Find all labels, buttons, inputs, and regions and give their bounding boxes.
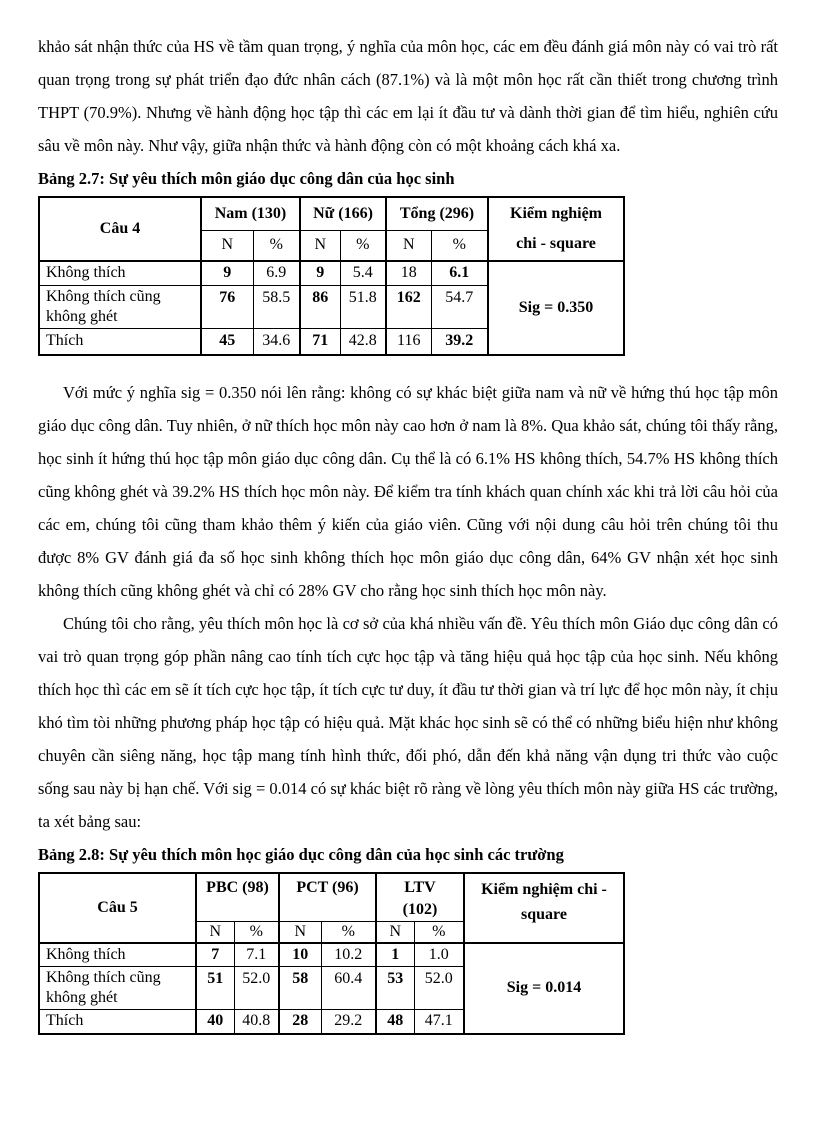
- table-cell: 52.0: [414, 967, 464, 1010]
- table-cell: 42.8: [340, 328, 386, 355]
- table-2-7-caption: Bảng 2.7: Sự yêu thích môn giáo dục công dân của học sinh: [38, 169, 455, 188]
- table-cell: 48: [376, 1010, 414, 1034]
- table2-chi-square-label: Kiểm nghiệm chi - square: [481, 881, 607, 923]
- table-cell: 7.1: [234, 943, 279, 967]
- table-cell: 6.9: [253, 261, 300, 285]
- table-cell: 53: [376, 967, 414, 1010]
- table2-subheader-n: N: [376, 922, 414, 944]
- table-cell: 10: [279, 943, 321, 967]
- table-cell: 6.1: [431, 261, 488, 285]
- table-cell: 39.2: [431, 328, 488, 355]
- table1-question-header: Câu 4: [39, 197, 201, 261]
- table-cell: 40: [196, 1010, 234, 1034]
- table2-question-header: Câu 5: [39, 873, 196, 943]
- table1-group-nam: Nam (130): [201, 197, 300, 230]
- table2-subheader-pct: %: [321, 922, 376, 944]
- row-label: Không thích: [39, 261, 201, 285]
- table-cell: 9: [300, 261, 340, 285]
- table-cell: 40.8: [234, 1010, 279, 1034]
- table-cell: 29.2: [321, 1010, 376, 1034]
- table-cell: 52.0: [234, 967, 279, 1010]
- table-cell: 76: [201, 285, 253, 328]
- table-2-8: [38, 872, 625, 1035]
- table-cell: 45: [201, 328, 253, 355]
- table1-subheader-pct: %: [431, 230, 488, 261]
- table-cell: 58.5: [253, 285, 300, 328]
- table-cell: 18: [386, 261, 431, 285]
- table-row: [39, 943, 624, 967]
- table2-group-ltv: [376, 873, 464, 922]
- table2-subheader-n: N: [279, 922, 321, 944]
- table1-group-nu: Nữ (166): [300, 197, 386, 230]
- table-cell: 86: [300, 285, 340, 328]
- table-cell: 71: [300, 328, 340, 355]
- table-cell: 28: [279, 1010, 321, 1034]
- table-cell: 1: [376, 943, 414, 967]
- table1-subheader-pct: %: [253, 230, 300, 261]
- table-cell: 34.6: [253, 328, 300, 355]
- table-cell: 9: [201, 261, 253, 285]
- table2-chi-square-header: [464, 873, 624, 943]
- table2-subheader-pct: %: [234, 922, 279, 944]
- table-cell: 7: [196, 943, 234, 967]
- table-row: [39, 261, 624, 285]
- table-cell: 60.4: [321, 967, 376, 1010]
- table2-subheader-pct: %: [414, 922, 464, 944]
- table1-chi-square-header: [488, 197, 624, 261]
- table-cell: 51.8: [340, 285, 386, 328]
- table2-sig-value: Sig = 0.014: [464, 943, 624, 1034]
- table2-group-pbc: PBC (98): [196, 873, 279, 922]
- row-label: Không thích cũng không ghét: [39, 285, 201, 328]
- table-cell: 5.4: [340, 261, 386, 285]
- table1-group-tong: Tổng (296): [386, 197, 488, 230]
- table1-chi-square-label: Kiểm nghiệm chi - square: [510, 205, 602, 252]
- paragraph-3: Chúng tôi cho rằng, yêu thích môn học là cơ sở của khá nhiều vấn đề. Yêu thích môn Giáo dục công dân có vai trò quan trọng góp phần nâng cao tính tích cực học tập và tăng hiệu quả học tập của học sinh. Nếu không thích học thì các em sẽ ít tích cực học tập, ít tích cực tư duy, ít đầu tư thời gian và trí lực để học môn này, ít chịu khó tìm tòi những phương pháp học tập có hiệu quả. Mặt khác học sinh sẽ có thể có những biểu hiện như không chuyên cần siêng năng, học tập mang tính hình thức, đối phó, dẫn đến khả năng vận dụng tri thức vào cuộc sống sau này bị hạn chế. Với sig = 0.014 có sự khác biệt rõ ràng về lòng yêu thích môn này giữa HS các trường, ta xét bảng sau:: [38, 614, 778, 831]
- table-cell: 51: [196, 967, 234, 1010]
- row-label: Không thích cũng không ghét: [39, 967, 196, 1010]
- table2-group-pct: PCT (96): [279, 873, 376, 922]
- table-2-7: [38, 196, 625, 356]
- table-cell: 1.0: [414, 943, 464, 967]
- table-cell: 58: [279, 967, 321, 1010]
- table1-subheader-n: N: [300, 230, 340, 261]
- table-cell: 47.1: [414, 1010, 464, 1034]
- paragraph-1: khảo sát nhận thức của HS về tầm quan trọng, ý nghĩa của môn học, các em đều đánh giá môn này có vai trò rất quan trọng trong sự phát triển đạo đức nhân cách (87.1%) và là một môn học rất cần thiết trong chương trình THPT (70.9%). Nhưng về hành động học tập thì các em lại ít đầu tư và dành thời gian để tìm hiểu, nghiên cứu sâu về môn này. Như vậy, giữa nhận thức và hành động còn có một khoảng cách khá xa.: [38, 37, 778, 155]
- table-cell: 10.2: [321, 943, 376, 967]
- row-label: Thích: [39, 1010, 196, 1034]
- table-cell: 54.7: [431, 285, 488, 328]
- table-2-8-caption: Bảng 2.8: Sự yêu thích môn học giáo dục công dân của học sinh các trường: [38, 845, 564, 864]
- table1-subheader-n: N: [386, 230, 431, 261]
- row-label: Không thích: [39, 943, 196, 967]
- table2-subheader-n: N: [196, 922, 234, 944]
- table1-subheader-pct: %: [340, 230, 386, 261]
- row-label: Thích: [39, 328, 201, 355]
- table-cell: 162: [386, 285, 431, 328]
- table1-subheader-n: N: [201, 230, 253, 261]
- paragraph-2: Với mức ý nghĩa sig = 0.350 nói lên rằng: không có sự khác biệt giữa nam và nữ về hứng thú học tập môn giáo dục công dân. Tuy nhiên, ở nữ thích học môn này cao hơn ở nam là 8%. Qua khảo sát, chúng tôi thấy rằng, học sinh ít hứng thú học tập môn giáo dục công dân. Cụ thể là có 6.1% HS không thích, 54.7% HS không thích cũng không ghét và 39.2% HS thích học môn này. Để kiểm tra tính khách quan chính xác khi trả lời câu hỏi của các em, chúng tôi cũng tham khảo thêm ý kiến của giáo viên. Cũng với nội dung câu hỏi trên chúng tôi thu được 8% GV đánh giá đa số học sinh không thích học môn giáo dục công dân, 64% GV nhận xét học sinh không thích cũng không ghét và chỉ có 28% GV cho rằng học sinh thích học môn này.: [38, 383, 778, 600]
- table-cell: 116: [386, 328, 431, 355]
- table2-group-ltv-label: LTV (102): [402, 879, 438, 918]
- table1-sig-value: Sig = 0.350: [488, 261, 624, 355]
